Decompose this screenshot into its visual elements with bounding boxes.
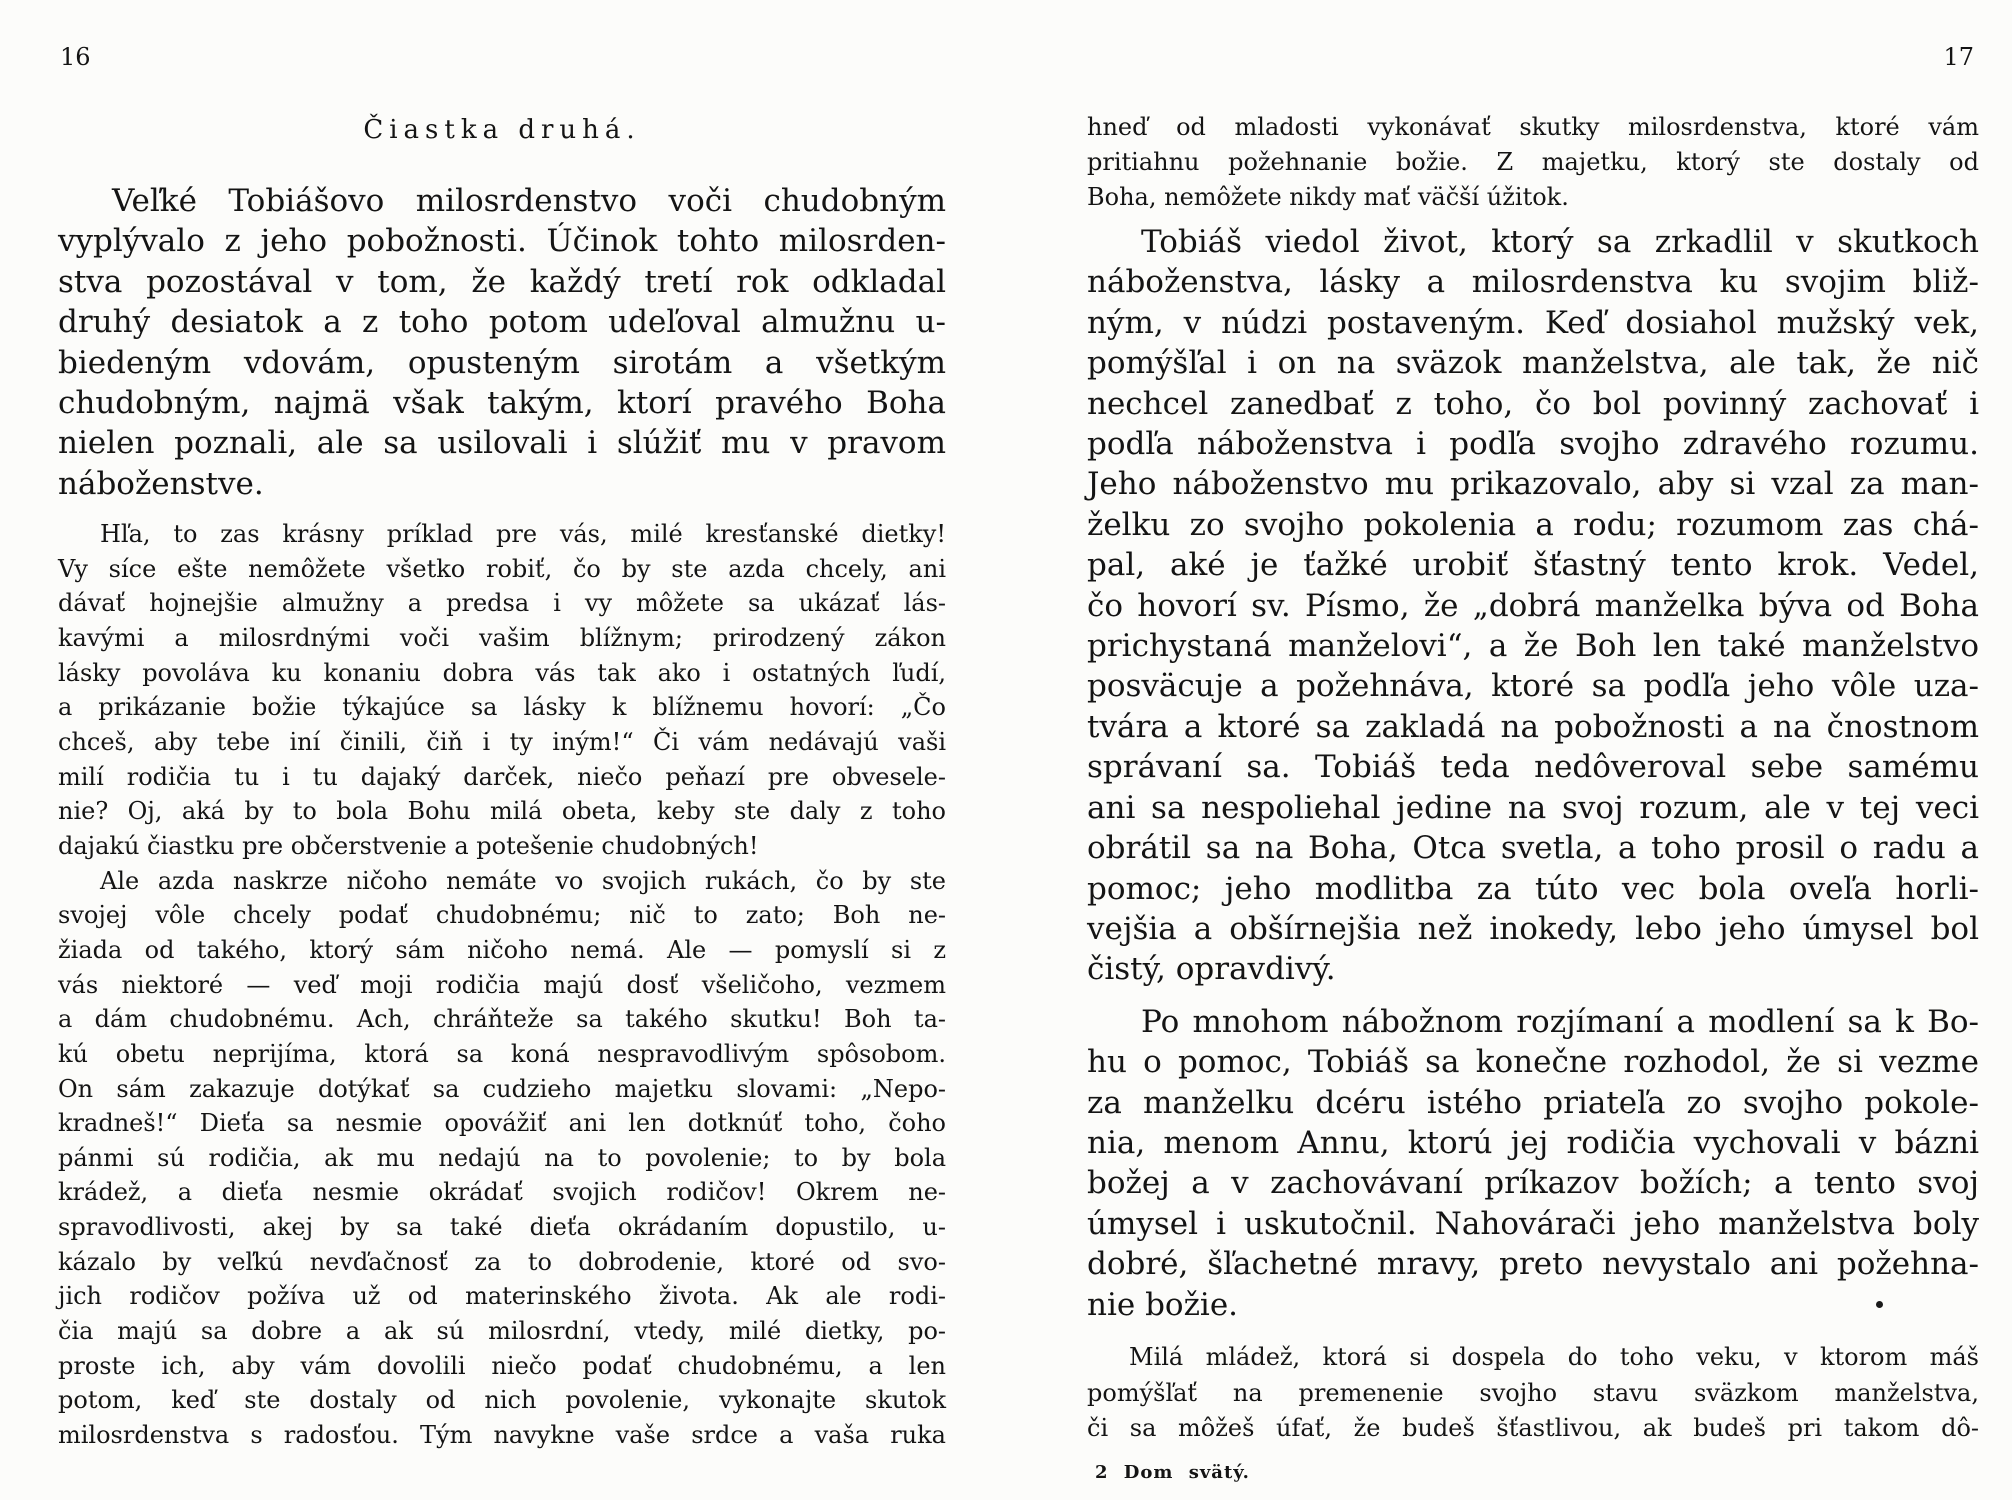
text-line: prichystaná manželovi“, a že Boh len také manželstvo bbox=[1087, 628, 1979, 665]
text-line: pomýšľať na premenenie svojho stavu sväzkom manželstva, bbox=[1087, 1378, 1979, 1407]
commentary-text bbox=[58, 517, 946, 1453]
text-line: Vy síce ešte nemôžete všetko robiť, čo by ste azda chcely, ani bbox=[58, 554, 946, 583]
text-line: vás niektoré — veď moji rodičia majú dosť všeličoho, vezmem bbox=[58, 970, 946, 999]
text-line: pomýšľal i on na sväzok manželstva, ale tak, že nič bbox=[1087, 345, 1979, 382]
paragraph bbox=[1087, 110, 1979, 215]
text-line: Milá mládež, ktorá si dospela do toho veku, v ktorom máš bbox=[1129, 1343, 1979, 1371]
text-line: lásky povoláva ku konaniu dobra vás tak ako i ostatných ľudí, bbox=[58, 658, 946, 687]
text-line: posväcuje a požehnáva, ktoré sa podľa jeho vôle uza- bbox=[1087, 668, 1979, 705]
text-line: správaní sa. Tobiáš teda nedôveroval sebe samému bbox=[1087, 749, 1979, 786]
page-number: 16 bbox=[60, 43, 91, 71]
paragraph bbox=[1087, 222, 1979, 990]
text-line: vyplývalo z jeho pobožnosti. Účinok tohto milosrden- bbox=[58, 223, 946, 260]
text-line: a prikázanie božie týkajúce sa lásky k blížnemu hovorí: „Čo bbox=[58, 693, 946, 722]
right-page bbox=[1006, 0, 2012, 1500]
text-line: hu o pomoc, Tobiáš sa konečne rozhodol, že si vezme bbox=[1087, 1044, 1979, 1081]
text-line: ani sa nespoliehal jedine na svoj rozum, ale v tej veci bbox=[1087, 789, 1979, 826]
text-line: Hľa, to zas krásny príklad pre vás, milé kresťanské dietky! bbox=[100, 520, 946, 548]
text-line: ným, v núdzi postaveným. Keď dosiahol mužský vek, bbox=[1087, 304, 1979, 341]
text-line: nielen poznali, ale sa usilovali i slúžiť mu v pravom bbox=[58, 425, 946, 462]
text-line: Veľké Tobiášovo milosrdenstvo voči chudobným bbox=[112, 183, 946, 219]
text-line: nie? Oj, aká by to bola Bohu milá obeta, keby ste daly z toho bbox=[58, 797, 946, 826]
text-line: vejšia a obšírnejšia než inokedy, lebo jeho úmysel bol bbox=[1087, 910, 1979, 947]
text-line: krádež, a dieťa nesmie okrádať svojich rodičov! Okrem ne- bbox=[58, 1178, 946, 1207]
text-line: On sám zakazuje dotýkať sa cudzieho majetku slovami: „Nepo- bbox=[58, 1074, 946, 1103]
paragraph bbox=[58, 864, 946, 1453]
text-line: Boha, nemôžete nikdy mať väčší úžitok. bbox=[1087, 183, 1569, 211]
main-text bbox=[58, 181, 946, 504]
text-line: a dám chudobnému. Ach, chráňteže sa takého skutku! Boh ta- bbox=[58, 1005, 946, 1034]
text-line: za manželku dcéru istého priateľa zo svojho pokole- bbox=[1087, 1084, 1979, 1121]
text-line: Jeho náboženstvo mu prikazovalo, aby si vzal za man- bbox=[1087, 466, 1979, 503]
text-line: dávať hojnejšie almužny a predsa i vy môžete sa ukázať lás- bbox=[58, 589, 946, 618]
text-line: náboženstva, lásky a milosrdenstva ku svojim bliž- bbox=[1087, 264, 1979, 301]
text-line: spravodlivosti, akej by sa také dieťa okrádaním dopustilo, u- bbox=[58, 1213, 946, 1242]
paragraph bbox=[1087, 1340, 1979, 1447]
text-line: pal, aké je ťažké urobiť šťastný tento krok. Vedel, bbox=[1087, 547, 1979, 584]
text-line: želku zo svojho pokolenia a rodu; rozumom zas chá- bbox=[1087, 506, 1979, 543]
text-line: dobré, šľachetné mravy, preto nevystalo ani požehna- bbox=[1087, 1246, 1979, 1283]
text-line: jich rodičov požíva už od materinského života. Ak ale rodi- bbox=[58, 1282, 946, 1311]
text-line: potom, keď ste dostaly od nich povolenie, vykonajte skutok bbox=[58, 1386, 946, 1415]
signature-mark: 2 Dom svätý. bbox=[1095, 1462, 1250, 1483]
text-line: pritiahnu požehnanie božie. Z majetku, ktorý ste dostaly od bbox=[1087, 148, 1979, 176]
text-line: podľa náboženstva i podľa svojho zdravého rozumu. bbox=[1087, 426, 1979, 463]
text-line: pomoc; jeho modlitba za túto vec bola oveľa horli- bbox=[1087, 870, 1979, 907]
text-line: chceš, aby tebe iní činili, čiň i ty iným!“ Či vám nedávajú vaši bbox=[58, 727, 946, 756]
text-line: hneď od mladosti vykonávať skutky milosrdenstva, ktoré vám bbox=[1087, 113, 1979, 141]
text-line: nie božie. bbox=[1087, 1286, 1239, 1323]
text-line: obrátil sa na Boha, Otca svetla, a toho prosil o radu a bbox=[1087, 830, 1979, 867]
text-line: kázalo by veľkú nevďačnosť za to dobrodenie, ktoré od svo- bbox=[58, 1247, 946, 1276]
text-line: biedeným vdovám, opusteným sirotám a všetkým bbox=[58, 344, 946, 381]
text-line: kavými a milosrdnými voči vašim blížnym; prirodzený zákon bbox=[58, 623, 946, 652]
text-line: milí rodičia tu i tu dajaký darček, niečo peňazí pre obvesele- bbox=[58, 762, 946, 791]
text-line: žiada od takého, ktorý sám ničoho nemá. Ale — pomyslí si z bbox=[58, 935, 946, 964]
text-line: kú obetu neprijíma, ktorá sa koná nespravodlivým spôsobom. bbox=[58, 1039, 946, 1068]
text-line: Ale azda naskrze ničoho nemáte vo svojich rukách, čo by ste bbox=[100, 866, 946, 895]
text-line: stva pozostával v tom, že každý tretí rok odkladal bbox=[58, 263, 946, 300]
text-line: božej a v zachovávaní príkazov božích; a tento svoj bbox=[1087, 1165, 1979, 1202]
text-line: čo hovorí sv. Písmo, že „dobrá manželka býva od Boha bbox=[1087, 587, 1979, 624]
ink-speck bbox=[1876, 1301, 1883, 1308]
text-line: nia, menom Annu, ktorú jej rodičia vychovali v bázni bbox=[1087, 1124, 1979, 1161]
text-line: úmysel i uskutočnil. Nahovárači jeho manželstva boly bbox=[1087, 1205, 1979, 1242]
text-line: náboženstve. bbox=[58, 465, 264, 502]
text-line: Tobiáš viedol život, ktorý sa zrkadlil v skutkoch bbox=[1141, 224, 1979, 260]
paragraph bbox=[58, 517, 946, 864]
text-line: čia majú sa dobre a ak sú milosrdní, vtedy, milé dietky, po- bbox=[58, 1317, 946, 1346]
main-text bbox=[1087, 222, 1979, 1325]
text-line: Po mnohom nábožnom rozjímaní a modlení sa k Bo- bbox=[1141, 1003, 1979, 1040]
text-line: pánmi sú rodičia, ak mu nedajú na to povolenie; to by bola bbox=[58, 1143, 946, 1172]
text-line: či sa môžeš úfať, že budeš šťastlivou, ak budeš pri takom dô- bbox=[1087, 1414, 1979, 1442]
text-line: druhý desiatok a z toho potom udeľoval almužnu u- bbox=[58, 304, 946, 341]
text-line: chudobným, najmä však takým, ktorí pravého Boha bbox=[58, 385, 946, 422]
commentary-text bbox=[1087, 1340, 1979, 1447]
text-line: milosrdenstva s radosťou. Tým navykne vaše srdce a vaša ruka bbox=[58, 1421, 946, 1450]
text-line: tvára a ktoré sa zakladá na pobožnosti a na čnostnom bbox=[1087, 708, 1979, 745]
paragraph bbox=[58, 181, 946, 504]
paragraph bbox=[1087, 1002, 1979, 1325]
text-line: čistý, opravdivý. bbox=[1087, 951, 1336, 988]
page-number: 17 bbox=[1943, 43, 1974, 71]
text-line: nechcel zanedbať z toho, čo bol povinný zachovať i bbox=[1087, 385, 1979, 422]
text-line: kradneš!“ Dieťa sa nesmie opovážiť ani len dotknúť toho, čoho bbox=[58, 1109, 946, 1138]
section-heading: Čiastka druhá. bbox=[363, 115, 641, 145]
text-line: svojej vôle chcely podať chudobnému; nič to zato; Boh ne- bbox=[58, 901, 946, 930]
text-line: proste ich, aby vám dovolili niečo podať chudobnému, a len bbox=[58, 1351, 946, 1380]
commentary-continued-text bbox=[1087, 110, 1979, 215]
text-line: dajakú čiastku pre občerstvenie a potešenie chudobných! bbox=[58, 831, 759, 860]
